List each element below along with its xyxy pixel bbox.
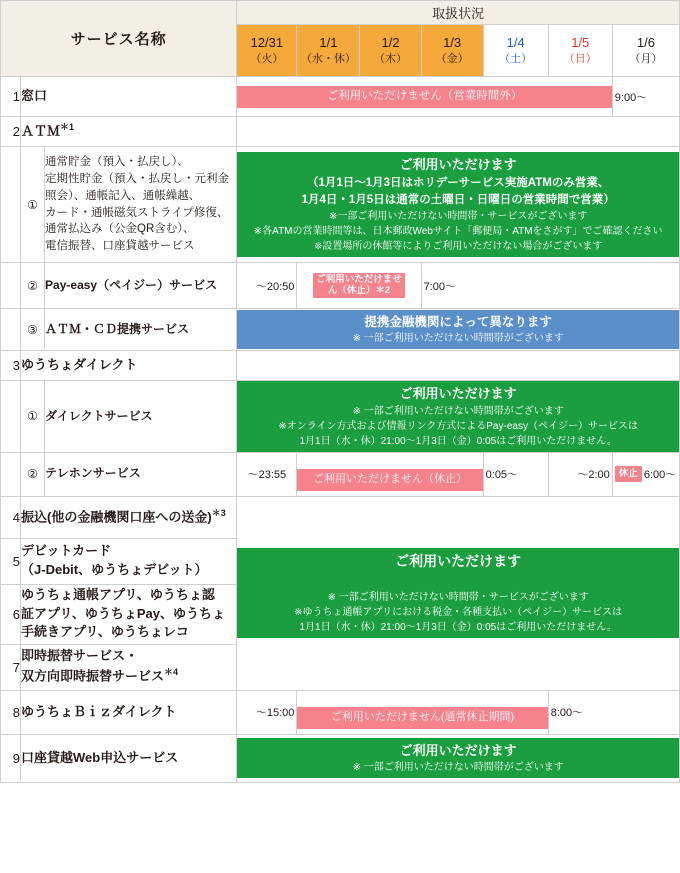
row-label-text: 振込(他の金融機関口座への送金) (21, 509, 212, 525)
row-label-note: ＊3 (211, 507, 226, 518)
status-time-open: 7:00〜 (422, 278, 679, 294)
indent-spacer (1, 147, 21, 263)
row-label-line: デビットカード (21, 543, 112, 559)
row-number: 3 (1, 351, 21, 381)
sub-index-1: ① (21, 147, 45, 263)
status-note2: ※ゆうちょ通帳アプリにおける税金・各種支払い（ペイジー）サービスは (294, 607, 623, 618)
status-bar-unavailable: ご利用いただけません(通常休止期間) (297, 707, 547, 729)
row-label-note: ＊4 (164, 667, 179, 678)
status-note: ※ 一部ご利用いただけない時間帯がございます (352, 333, 564, 345)
biz-time-left-cell (237, 690, 297, 734)
status-note3: ※設置場所の休館等によりご利用いただけない場合がございます (313, 241, 603, 252)
day-header-0101 (297, 25, 360, 77)
row-number: 9 (1, 734, 21, 782)
tel-time-2-cell (483, 452, 548, 496)
status-note2: ※各ATMの営業時間等は、日本郵政Webサイト「郵便局・ATMをさがす」でご確認ください (253, 226, 663, 237)
status-cell-kashikoshi-web (237, 734, 680, 782)
day-header-0106 (612, 25, 679, 77)
status-time-open: 0:05〜 (484, 466, 548, 482)
payeasy-time-left-cell (237, 263, 297, 309)
direct-title-blank (237, 351, 680, 381)
day-header-0103 (421, 25, 483, 77)
sub-label-line: 通常貯金（預入・払戻し）、 (45, 156, 189, 169)
table-row-atm-sub1 (1, 147, 680, 263)
status-chip-suspended: 休止 (615, 466, 642, 483)
day-weekday: （火） (250, 52, 284, 65)
table-row-direct-title (1, 351, 680, 381)
day-weekday: （日） (563, 52, 597, 65)
status-cell-direct-service (237, 381, 680, 453)
status-time-close: 〜2:00 (549, 466, 612, 482)
row-label-debit (21, 538, 237, 584)
atm-title-blank (237, 117, 680, 147)
status-chip-unavailable: ご利用いただけません（休止）＊2 (313, 273, 405, 299)
day-date: 1/1 (319, 35, 338, 51)
table-row-direct-tel (1, 452, 680, 496)
status-time-close: 〜15:00 (237, 704, 296, 720)
table-row-direct-sub1 (1, 381, 680, 453)
sub-label-atmcd: ＡＴＭ・ＣＤ提携サービス (45, 309, 237, 351)
sub-label-payeasy: Pay-easy（ペイジー）サービス (45, 263, 237, 309)
row-number: 7 (1, 644, 21, 690)
status-title: ご利用いただけます (399, 157, 517, 172)
sub-label-line: 照会）、通帳記入、通帳繰越、 (45, 189, 201, 202)
status-time-close: 〜23:55 (237, 466, 296, 482)
sub-index-3: ③ (21, 309, 45, 351)
table-row-atm-payeasy (1, 263, 680, 309)
day-header-0102 (360, 25, 421, 77)
table-row-furikomi (1, 496, 680, 538)
day-date: 1/2 (381, 35, 400, 51)
day-weekday: （月） (629, 52, 663, 65)
header-service-col (1, 1, 237, 77)
status-note1: ※ 一部ご利用いただけない時間帯・サービスがございます (327, 592, 589, 603)
status-bar-available (237, 738, 679, 779)
status-bar-available (237, 381, 679, 452)
status-note3: 1月1日（水・休）21:00〜1月3日（金）0:05はご利用いただけません。 (299, 622, 617, 633)
sub-label-telephone: テレホンサービス (45, 452, 237, 496)
day-date: 1/3 (443, 35, 462, 51)
day-weekday: （水・休） (300, 52, 356, 65)
tel-unavailable-cell (297, 452, 483, 496)
row-label-atm (21, 117, 237, 147)
status-bar-available (237, 548, 679, 638)
status-note1: ※一部ご利用いただけない時間帯・サービスがございます (328, 211, 588, 222)
status-bar-unavailable: ご利用いただけません（休止） (297, 469, 482, 491)
day-date: 1/4 (506, 35, 525, 51)
status-cell-atm-basic (237, 147, 680, 263)
header-status-title: 取扱状況 (237, 1, 680, 25)
day-date: 12/31 (250, 35, 284, 51)
row-label-text: 双方向即時振替サービス (21, 668, 165, 684)
payeasy-time-right-cell (421, 263, 679, 309)
row-number: 8 (1, 690, 21, 734)
status-time-cell (612, 77, 679, 117)
sub-label-line: 電信振替、口座貸越サービス (45, 239, 195, 252)
table-row-madoguchi (1, 77, 680, 117)
table-row-atm-teikei (1, 309, 680, 351)
row-label-atm-note: ＊1 (60, 122, 75, 133)
row-label-line: （J-Debit、ゆうちょデビット） (21, 562, 208, 577)
biz-unavailable-cell (297, 690, 548, 734)
row-label-kashikoshi-web: 口座貸越Web申込サービス (21, 734, 237, 782)
sub-index-1: ① (21, 381, 45, 453)
table-row-biz-direct (1, 690, 680, 734)
row-label-line: 即時振替サービス・ (21, 648, 139, 664)
status-time-open: 9:00〜 (613, 86, 679, 108)
status-time-open: 6:00〜 (643, 468, 677, 481)
sub-label-line: 定期性貯金（預入・払戻し・元利金 (45, 173, 230, 186)
row-label-line (21, 666, 236, 686)
indent-spacer (1, 452, 21, 496)
sub-label-line: カード・通帳磁気ストライプ修復、 (45, 206, 229, 219)
day-date: 1/5 (571, 35, 590, 51)
row-label-apps (21, 584, 237, 644)
row-label-sokuji (21, 644, 237, 690)
status-sub1: （1月1日〜1月3日はホリデーサービス実施ATMのみ営業、 (306, 176, 610, 189)
day-header-0104 (483, 25, 548, 77)
status-cell-atmcd (237, 309, 680, 351)
day-header-1231 (237, 25, 297, 77)
row-number: 2 (1, 117, 21, 147)
sub-label-line: 通常払込み（公金QR含む）、 (45, 223, 195, 236)
status-time-close: 〜20:50 (237, 278, 296, 294)
day-date: 1/6 (636, 35, 655, 51)
row-number: 6 (1, 584, 21, 644)
indent-spacer (1, 263, 21, 309)
status-bar-partner (237, 310, 679, 350)
row-label-direct: ゆうちょダイレクト (21, 351, 237, 381)
status-note3: 1月1日（水・休）21:00〜1月3日（金）0:05はご利用いただけません。 (299, 435, 617, 447)
row-label-madoguchi: 窓口 (21, 77, 237, 117)
status-title: ご利用いただけます (399, 386, 517, 401)
row-number: 5 (1, 538, 21, 584)
header-row-status (1, 1, 680, 25)
row-label-furikomi (21, 496, 237, 538)
indent-spacer (1, 309, 21, 351)
row-label-line: 証アプリ、ゆうちょPay、ゆうちょ (21, 605, 225, 621)
status-cell-merged-available (237, 496, 680, 690)
row-label-line: 手続きアプリ、ゆうちょレコ (21, 624, 189, 640)
sub-index-2: ② (21, 452, 45, 496)
status-title: 提携金融機関によって異なります (364, 314, 552, 329)
indent-spacer (1, 381, 21, 453)
day-header-0105 (548, 25, 612, 77)
row-label-atm-text: ＡＴＭ (21, 123, 61, 139)
sub-label-direct-service: ダイレクトサービス (45, 381, 237, 453)
status-time-open: 8:00〜 (549, 704, 679, 720)
tel-time-3-cell (548, 452, 612, 496)
biz-time-right-cell (548, 690, 679, 734)
row-label-biz-direct: ゆうちょＢｉｚダイレクト (21, 690, 237, 734)
tel-time-4-cell (612, 452, 679, 496)
status-sub2: 1月4日・1月5日は通常の土曜日・日曜日の営業時間で営業） (301, 193, 615, 206)
table-row-kashikoshi-web (1, 734, 680, 782)
status-note2: ※オンライン方式および情報リンク方式によるPay-easy（ペイジー）サービスは (278, 420, 638, 432)
row-number: 1 (1, 77, 21, 117)
row-number: 4 (1, 496, 21, 538)
row-label-line: ゆうちょ通帳アプリ、ゆうちょ認 (21, 586, 215, 602)
status-note: ※ 一部ご利用いただけない時間帯がございます (352, 762, 564, 774)
day-weekday: （土） (499, 52, 533, 65)
table-row-atm-title (1, 117, 680, 147)
status-bar-available (237, 152, 679, 257)
status-bar-unavailable: ご利用いただけません（営業時間外） (237, 86, 611, 108)
status-bar-cell-unavailable (237, 77, 612, 117)
payeasy-unavailable-cell (297, 263, 421, 309)
status-title: ご利用いただけます (395, 553, 522, 569)
header-service-label: サービス名称 (70, 31, 167, 48)
status-title: ご利用いただけます (399, 742, 517, 758)
sub-label-atm-basic (45, 147, 237, 263)
tel-time-1-cell (237, 452, 297, 496)
status-note1: ※ 一部ご利用いただけない時間帯がございます (352, 405, 564, 417)
day-weekday: （金） (435, 52, 469, 65)
sub-index-2: ② (21, 263, 45, 309)
day-weekday: （木） (374, 52, 408, 65)
